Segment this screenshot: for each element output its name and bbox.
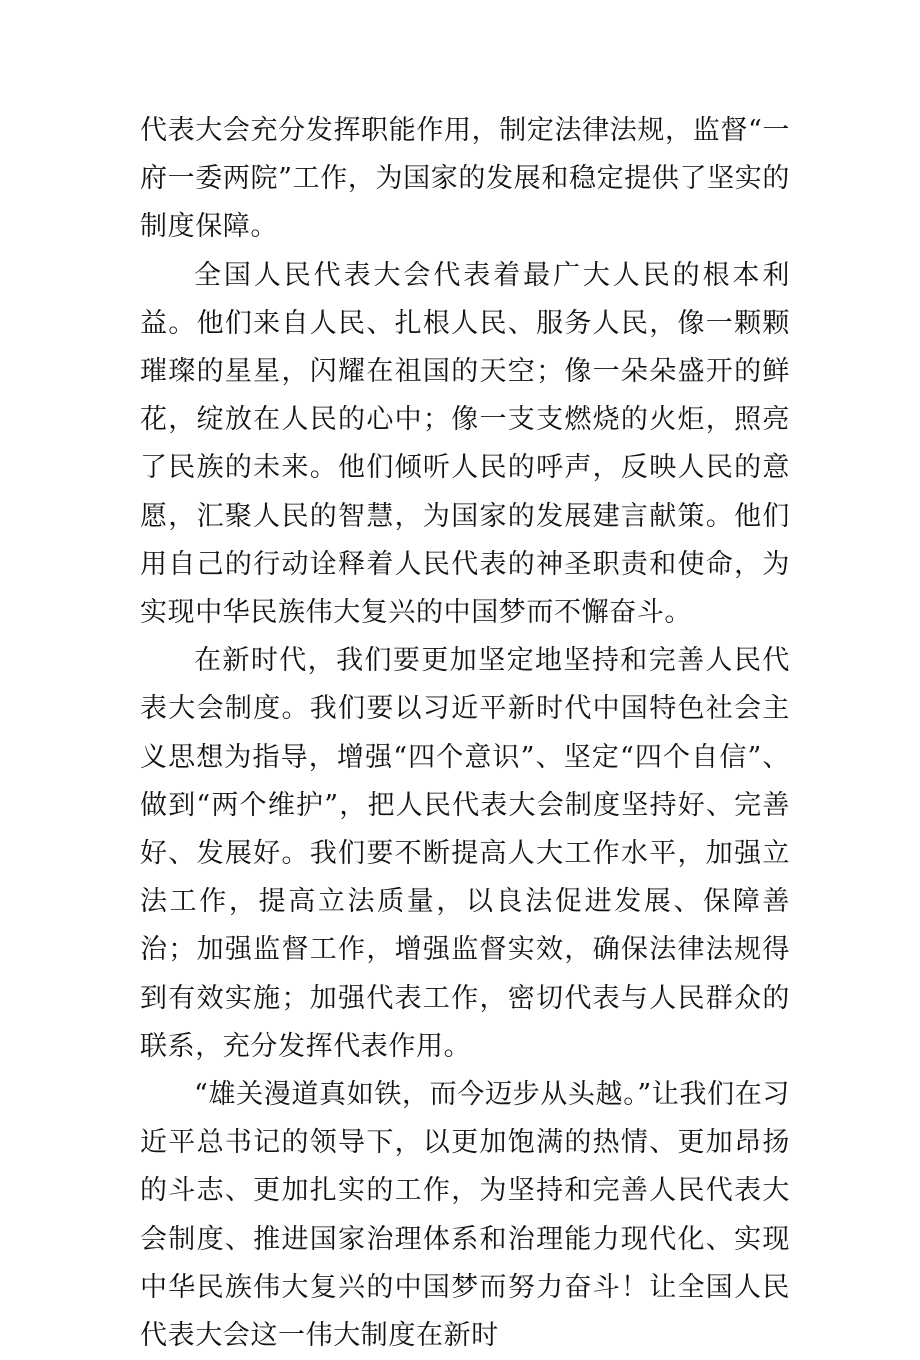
- paragraph-2: 全国人民代表大会代表着最广大人民的根本利益。他们来自人民、扎根人民、服务人民，像一颗颗璀璨的星星，闪耀在祖国的天空；像一朵朵盛开的鲜花，绽放在人民的心中；像一支支燃烧的火炬，照亮了民族的未来。他们倾听人民的呼声，反映人民的意愿，汇聚人民的智慧，为国家的发展建言献策。他们用自己的行动诠释着人民代表的神圣职责和使命，为实现中华民族伟大复兴的中国梦而不懈奋斗。: [140, 259, 790, 629]
- paragraph-3: 在新时代，我们要更加坚定地坚持和完善人民代表大会制度。我们要以习近平新时代中国特色社会主义思想为指导，增强“四个意识”、坚定“四个自信”、做到“两个维护”，把人民代表大会制度坚持好、完善好、发展好。我们要不断提高人大工作水平，加强立法工作，提高立法质量，以良法促进发展、保障善治；加强监督工作，增强监督实效，确保法律法规得到有效实施；加强代表工作，密切代表与人民群众的联系，充分发挥代表作用。: [140, 645, 790, 1062]
- paragraph-1: 代表大会充分发挥职能作用，制定法律法规，监督“一府一委两院”工作，为国家的发展和稳定提供了坚实的制度保障。: [140, 115, 790, 243]
- document-body: [140, 107, 790, 1360]
- paragraph-4: “雄关漫道真如铁，而今迈步从头越。”让我们在习近平总书记的领导下，以更加饱满的热情、更加昂扬的斗志、更加扎实的工作，为坚持和完善人民代表大会制度、推进国家治理体系和治理能力现代化、实现中华民族伟大复兴的中国梦而努力奋斗！让全国人民代表大会这一伟大制度在新时: [140, 1079, 790, 1352]
